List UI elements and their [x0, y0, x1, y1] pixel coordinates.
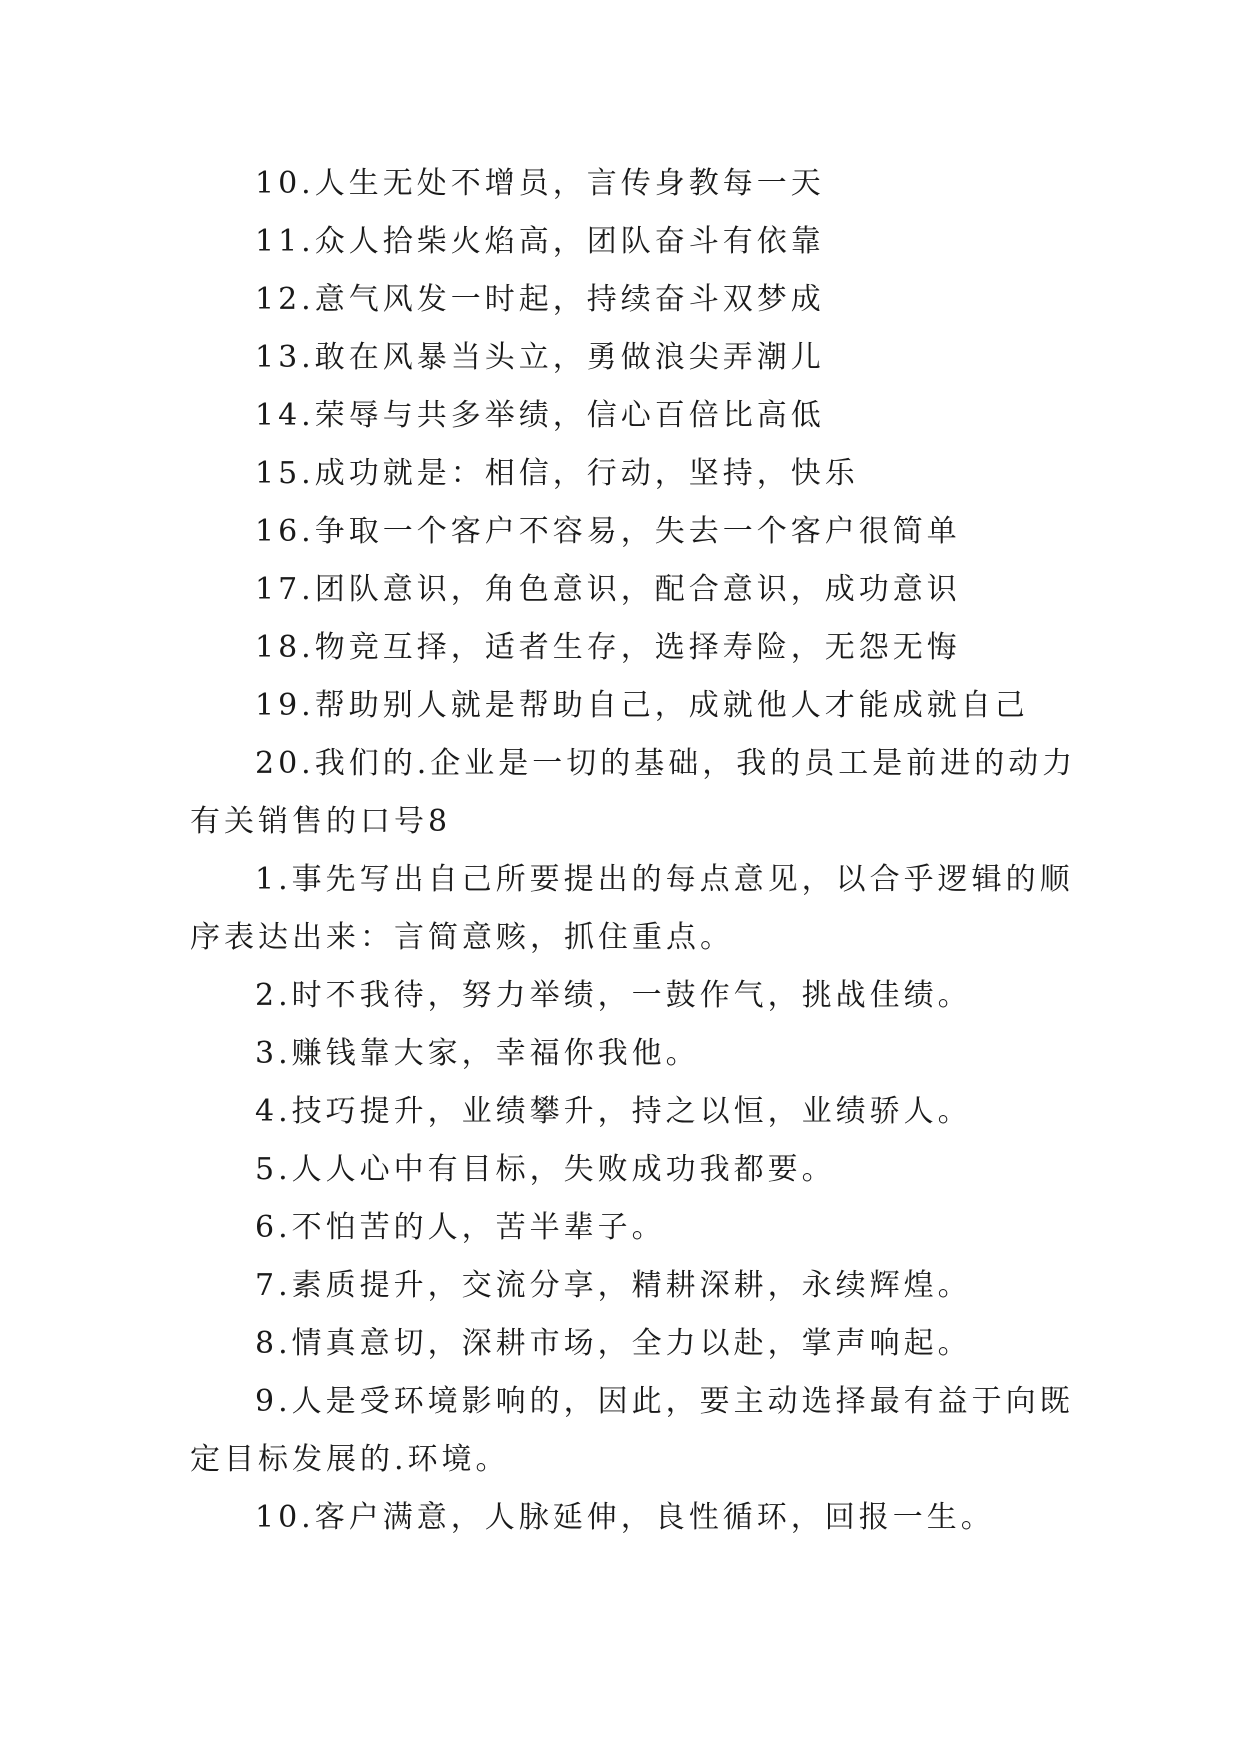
slogan-line: 18.物竞互择，适者生存，选择寿险，无怨无悔: [255, 630, 961, 665]
slogan-line: 20.我们的.企业是一切的基础，我的员工是前进的动力: [255, 746, 1077, 781]
slogan-line: 14.荣辱与共多举绩，信心百倍比高低: [255, 398, 825, 433]
slogan-line: 12.意气风发一时起，持续奋斗双梦成: [255, 282, 825, 317]
slogan-line: 2.时不我待，努力举绩，一鼓作气，挑战佳绩。: [255, 978, 972, 1013]
slogan-line: 10.人生无处不增员，言传身教每一天: [255, 166, 825, 201]
slogan-line: 1.事先写出自己所要提出的每点意见，以合乎逻辑的顺: [255, 862, 1074, 897]
slogan-line: 4.技巧提升，业绩攀升，持之以恒，业绩骄人。: [255, 1094, 972, 1129]
slogan-line: 15.成功就是：相信，行动，坚持，快乐: [255, 456, 859, 491]
slogan-line-continued: 定目标发展的.环境。: [190, 1442, 510, 1477]
slogan-line: 9.人是受环境影响的，因此，要主动选择最有益于向既: [255, 1384, 1074, 1419]
slogan-line: 8.情真意切，深耕市场，全力以赴，掌声响起。: [255, 1326, 972, 1361]
slogan-line: 5.人人心中有目标，失败成功我都要。: [255, 1152, 836, 1187]
slogan-line: 3.赚钱靠大家，幸福你我他。: [255, 1036, 700, 1071]
slogan-line-continued: 序表达出来：言简意赅，抓住重点。: [190, 920, 734, 955]
slogan-line: 11.众人拾柴火焰高，团队奋斗有依靠: [255, 224, 825, 259]
slogan-line: 17.团队意识，角色意识，配合意识，成功意识: [255, 572, 961, 607]
slogan-line: 6.不怕苦的人，苦半辈子。: [255, 1210, 666, 1245]
slogan-line: 10.客户满意，人脉延伸，良性循环，回报一生。: [255, 1500, 995, 1535]
slogan-line: 13.敢在风暴当头立，勇做浪尖弄潮儿: [255, 340, 825, 375]
document-body: [190, 155, 1077, 1547]
section-heading: 有关销售的口号8: [190, 804, 452, 839]
slogan-line: 16.争取一个客户不容易，失去一个客户很简单: [255, 514, 961, 549]
slogan-line: 19.帮助别人就是帮助自己，成就他人才能成就自己: [255, 688, 1029, 723]
slogan-line: 7.素质提升，交流分享，精耕深耕，永续辉煌。: [255, 1268, 972, 1303]
